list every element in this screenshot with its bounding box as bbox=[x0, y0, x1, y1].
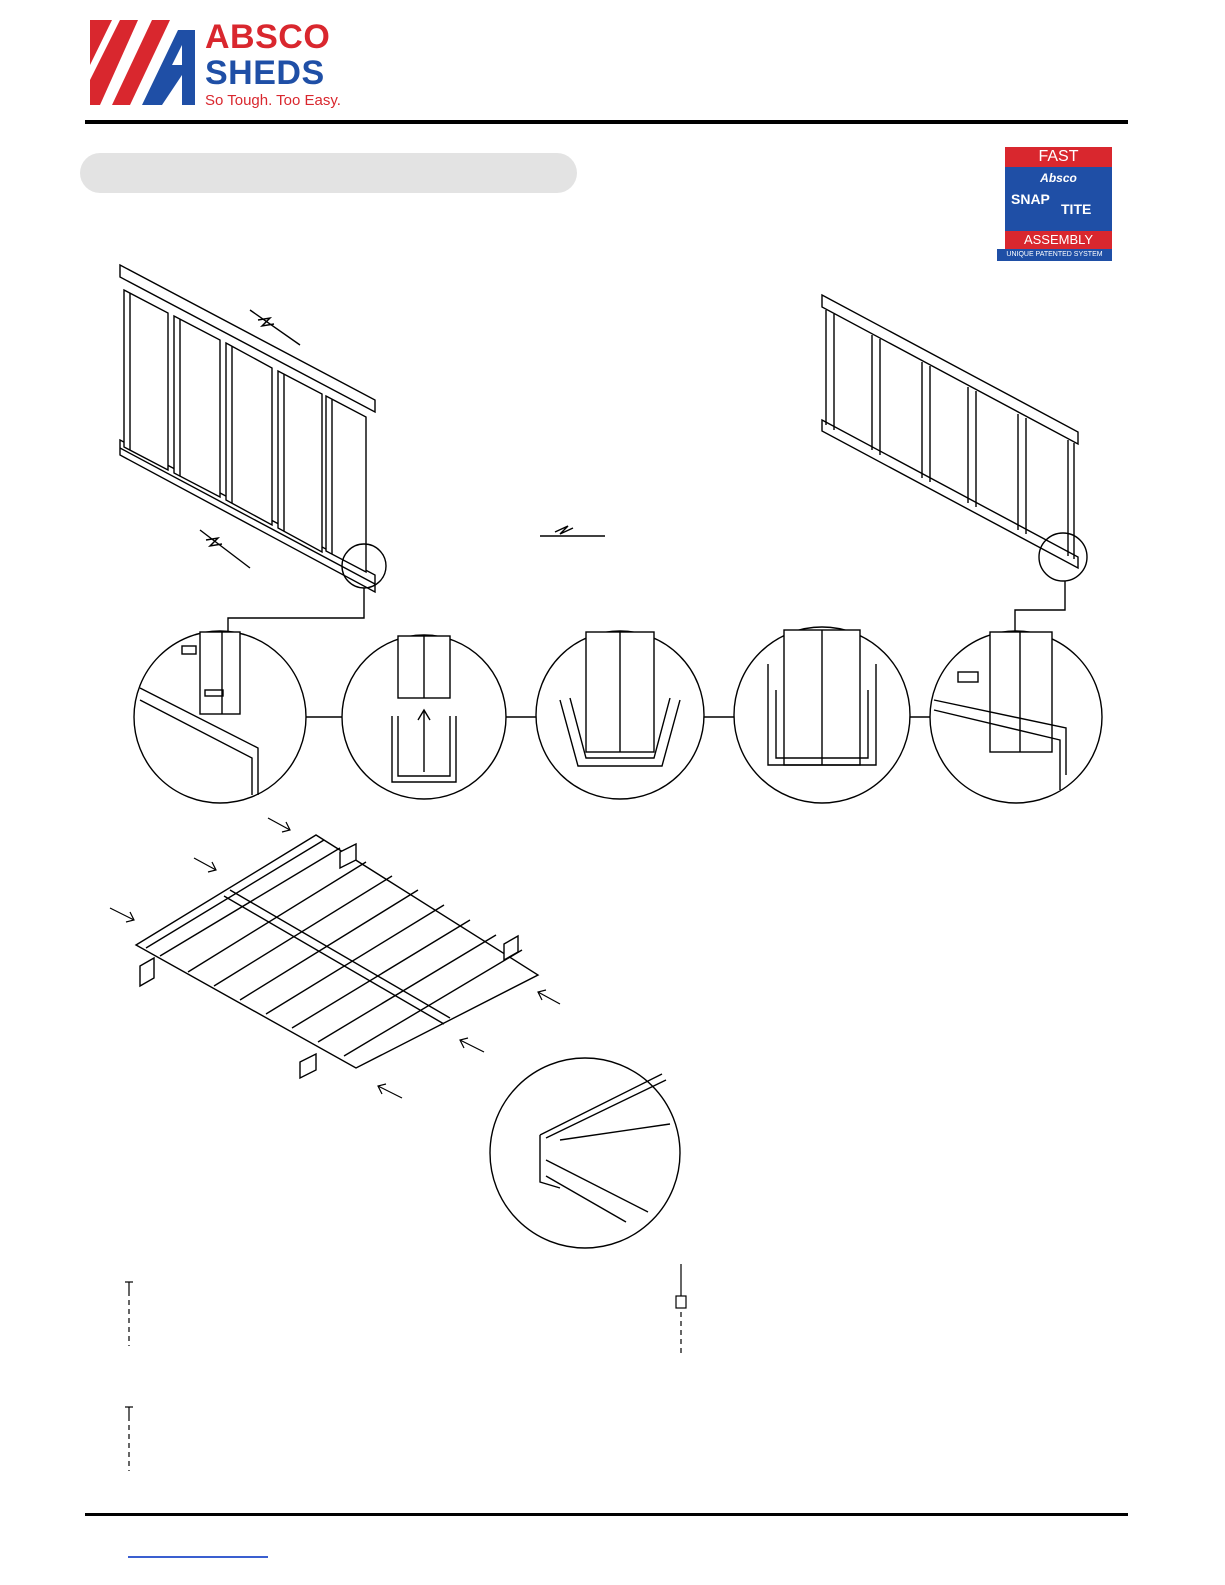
badge-fast-text: FAST bbox=[1038, 148, 1079, 165]
detail-circle-3 bbox=[536, 631, 704, 799]
callout-leader-left bbox=[228, 588, 364, 632]
right-wall-panel bbox=[822, 295, 1087, 581]
left-wall-panel bbox=[120, 265, 386, 592]
rivet-icon bbox=[676, 1264, 686, 1356]
footer-link-underline[interactable] bbox=[128, 1556, 268, 1558]
detail-circle-5 bbox=[930, 631, 1102, 803]
callout-leader-right bbox=[1015, 581, 1065, 632]
badge-unique-text: UNIQUE PATENTED SYSTEM bbox=[1006, 251, 1103, 258]
brand-tagline: So Tough. Too Easy. bbox=[205, 92, 341, 109]
brand-name-line1: ABSCO bbox=[205, 18, 331, 56]
footer-divider bbox=[85, 1513, 1128, 1516]
badge-absco-text: Absco bbox=[1040, 171, 1077, 185]
floor-panel bbox=[136, 835, 538, 1078]
detail-circle-4 bbox=[734, 627, 910, 803]
badge-tite-text: TITE bbox=[1061, 201, 1092, 217]
detail-circle-2 bbox=[342, 635, 506, 799]
screw-icon bbox=[125, 1282, 133, 1346]
badge-assembly-text: ASSEMBLY bbox=[1023, 232, 1094, 247]
screw-icon bbox=[125, 1407, 133, 1471]
badge-snap-text: SNAP bbox=[1011, 191, 1050, 207]
floor-detail-circle bbox=[490, 1058, 680, 1248]
brand-name-line2: SHEDS bbox=[205, 54, 325, 92]
detail-circle-1 bbox=[134, 631, 306, 803]
